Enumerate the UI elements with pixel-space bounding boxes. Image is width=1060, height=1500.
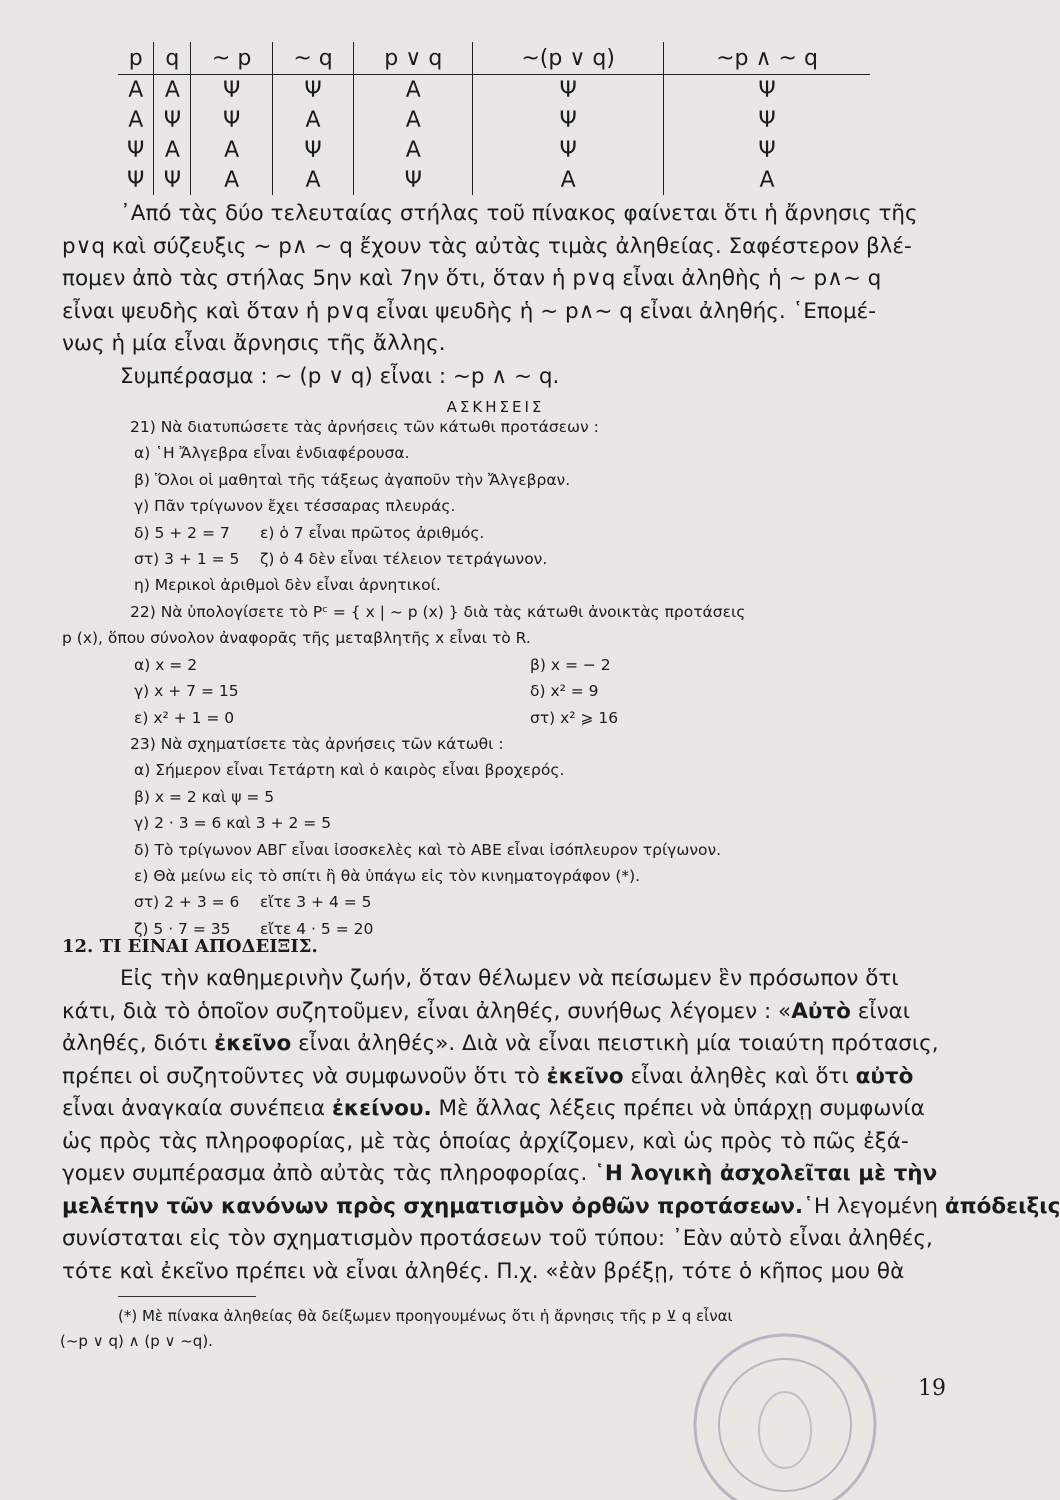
exercise-item-row: [130, 520, 930, 546]
header-cell: ~(p ∨ q): [473, 42, 664, 75]
table-cell: Α: [191, 165, 272, 195]
table-cell: Ψ: [127, 137, 145, 163]
exercise-item: δ) Τὸ τρίγωνον ΑΒΓ εἶναι ἰσοσκελὲς καὶ τὸ ΑΒΕ εἶναι ἰσόπλευρον τρίγωνον.: [134, 840, 722, 859]
exercise-item: η) Μερικοὶ ἀριθμοὶ δὲν εἶναι ἀρνητικοί.: [134, 576, 441, 595]
exercise-head-cont: p (x), ὅπου σύνολον ἀναφορᾶς τῆς μεταβλητῆς x εἶναι τὸ R.: [62, 629, 531, 648]
exercise-22: [62, 599, 930, 731]
text-line: εἶναι ἀναγκαία συνέπεια ἐκείνου. Μὲ ἄλλας λέξεις πρέπει νὰ ὑπάρχῃ συμφωνία: [62, 1096, 925, 1121]
library-stamp-icon: [670, 1330, 900, 1490]
table-cell: Ψ: [664, 105, 870, 135]
text-line: Εἰς τὴν καθημερινὴν ζωήν, ὅταν θέλωμεν νὰ πείσωμεν ἓν πρόσωπον ὅτι: [120, 966, 899, 991]
section-title: 12. ΤΙ ΕΙΝΑΙ ΑΠΟΔΕΙΞΙΣ.: [62, 936, 318, 957]
exercises-heading: ΑΣΚΗΣΕΙΣ: [446, 398, 545, 416]
table-cell: Ψ: [354, 165, 473, 195]
exercise-item: β) x = − 2: [530, 655, 611, 674]
exercise-item: γ) x + 7 = 15: [134, 682, 239, 701]
table-cell: Α: [191, 135, 272, 165]
bold-term: αὐτὸ: [855, 1063, 914, 1089]
page-number: 19: [918, 1376, 946, 1401]
text-line: πρέπει οἱ συζητοῦντες νὰ συμφωνοῦν ὅτι τὸ ἐκεῖνο εἶναι ἀληθὲς καὶ ὅτι αὐτὸ: [62, 1063, 914, 1089]
truth-table: [118, 42, 870, 195]
table-cell: Α: [128, 107, 144, 133]
exercise-item: γ) Πᾶν τρίγωνον ἔχει τέσσαρας πλευράς.: [134, 497, 456, 516]
text-line: τότε καὶ ἐκεῖνο πρέπει νὰ εἶναι ἀληθές. Π.χ. «ἐὰν βρέξῃ, τότε ὁ κῆπος μου θὰ: [62, 1258, 905, 1284]
table-cell: Ψ: [154, 105, 191, 135]
footnote-line: (~p ∨ q) ∧ (p ∨ ~q).: [60, 1332, 213, 1350]
header-cell: q: [154, 42, 191, 75]
table-cell: Ψ: [272, 135, 353, 165]
table-cell: Ψ: [127, 167, 145, 193]
table-cell: Ψ: [191, 105, 272, 135]
bold-term: ἀπόδειξις: [944, 1193, 1060, 1219]
header-cell: p ∨ q: [354, 42, 473, 75]
header-cell: ~ q: [272, 42, 353, 75]
table-row: [118, 165, 870, 195]
intro-paragraph: [62, 198, 932, 393]
header-cell: ~ p: [191, 42, 272, 75]
table-cell: Α: [272, 165, 353, 195]
bold-phrase: ῾Η λογικὴ ἀσχολεῖται μὲ τὴν: [594, 1161, 938, 1186]
table-cell: Ψ: [272, 75, 353, 106]
text-line: ᾿Από τὰς δύο τελευταίας στήλας τοῦ πίνακος φαίνεται ὅτι ἡ ἄρνησις τῆς: [120, 201, 918, 226]
exercise-item: α) Σήμερον εἶναι Τετάρτη καὶ ὁ καιρὸς εἶναι βροχερός.: [134, 761, 565, 780]
table-cell: Α: [664, 165, 870, 195]
text-line: p∨q καὶ σύζευξις ~ p∧ ~ q ἔχουν τὰς αὐτὰς τιμὰς ἀληθείας. Σαφέστερον βλέ-: [62, 233, 912, 259]
section-12-paragraph: [62, 963, 1060, 1288]
exercise-21: [130, 414, 930, 599]
exercise-item: α) x = 2: [134, 655, 198, 674]
footnote-rule: [118, 1296, 256, 1297]
exercise-item: ε) Θὰ μείνω εἰς τὸ σπίτι ἢ θὰ ὑπάγω εἰς τὸν κινηματογράφον (*).: [134, 866, 641, 885]
table-cell: Α: [354, 135, 473, 165]
exercise-item: β) Ὅλοι οἱ μαθηταὶ τῆς τάξεως ἀγαποῦν τὴν Ἄλγεβραν.: [134, 470, 571, 489]
bold-phrase: μελέτην τῶν κανόνων πρὸς σχηματισμὸν ὀρθῶν προτάσεων.: [62, 1193, 804, 1219]
exercise-item: ζ) 5 · 7 = 35: [134, 919, 231, 938]
table-cell: Α: [354, 105, 473, 135]
text-line: ἀληθές, διότι ἐκεῖνο εἶναι ἀληθές». Διὰ νὰ εἶναι πειστικὴ μία τοιαύτη πρότασις,: [62, 1031, 939, 1056]
exercise-item: στ) 3 + 1 = 5: [134, 549, 240, 568]
exercise-item-row: [130, 652, 930, 678]
exercise-item: ε) ὁ 7 εἶναι πρῶτος ἀριθμός.: [260, 523, 485, 542]
header-cell: ~p ∧ ~ q: [664, 42, 870, 75]
bold-term: ἐκεῖνο: [546, 1063, 624, 1089]
table-cell: Α: [154, 75, 191, 106]
exercise-item-row: [130, 546, 930, 572]
table-cell: Ψ: [191, 75, 272, 106]
exercise-item-row: [130, 678, 930, 704]
table-cell: Α: [128, 77, 144, 103]
text-line: συνίσταται εἰς τὸν σχηματισμὸν προτάσεων τοῦ τύπου: ᾿Εὰν αὐτὸ εἶναι ἀληθές,: [62, 1226, 933, 1251]
table-cell: Ψ: [473, 105, 664, 135]
table-cell: Α: [272, 105, 353, 135]
exercise-item: στ) x² ⩾ 16: [530, 708, 619, 727]
table-row: [118, 75, 870, 106]
table-cell: Ψ: [473, 135, 664, 165]
exercise-head: 23) Νὰ σχηματίσετε τὰς ἀρνήσεις τῶν κάτωθι :: [130, 735, 504, 753]
bold-term: ἐκεῖνο: [214, 1031, 292, 1056]
text-line: πομεν ἀπὸ τὰς στήλας 5ην καὶ 7ην ὅτι, ὅταν ἡ p∨q εἶναι ἀληθὴς ἡ ~ p∧~ q: [62, 266, 882, 291]
header-cell: p: [118, 42, 154, 75]
text-line: κάτι, διὰ τὸ ὁποῖον συζητοῦμεν, εἶναι ἀληθές, συνήθως λέγομεν : «Αὐτὸ εἶναι: [62, 998, 911, 1024]
truth-table-header: [118, 42, 870, 75]
table-cell: Α: [473, 165, 664, 195]
table-cell: Ψ: [154, 165, 191, 195]
conclusion-line: Συμπέρασμα : ~ (p ∨ q) εἶναι : ~p ∧ ~ q.: [120, 363, 560, 389]
exercise-item-row: [130, 889, 930, 915]
text-line: ὡς πρὸς τὰς πληροφορίας, μὲ τὰς ὁποίας ἀρχίζομεν, καὶ ὡς πρὸς τὸ πῶς ἐξά-: [62, 1128, 909, 1154]
exercise-item-row: [130, 705, 930, 731]
exercise-23: [130, 731, 930, 942]
exercise-head: 22) Νὰ ὑπολογίσετε τὸ Pᶜ = { x | ~ p (x) } διὰ τὰς κάτωθι ἀνοικτὰς προτάσεις: [130, 603, 746, 621]
text-line: εἶναι ψευδὴς καὶ ὅταν ἡ p∨q εἶναι ψευδὴς ἡ ~ p∧~ q εἶναι ἀληθής. ῾Επομέ-: [62, 298, 877, 324]
table-cell: Ψ: [664, 135, 870, 165]
bold-term: ἐκείνου.: [331, 1096, 432, 1121]
table-row: [118, 105, 870, 135]
exercise-item: β) x = 2 καὶ ψ = 5: [134, 787, 275, 806]
text-line: γομεν συμπέρασμα ἀπὸ αὐτὰς τὰς πληροφορίας. ῾Η λογικὴ ἀσχολεῖται μὲ τὴν: [62, 1161, 938, 1186]
bold-term: Αὐτὸ: [791, 998, 851, 1024]
table-cell: Ψ: [473, 75, 664, 106]
exercise-item: στ) 2 + 3 = 6: [134, 893, 240, 912]
exercise-item: εἴτε 3 + 4 = 5: [260, 893, 372, 912]
table-row: [118, 135, 870, 165]
exercise-head: 21) Νὰ διατυπώσετε τὰς ἀρνήσεις τῶν κάτωθι προτάσεων :: [130, 418, 599, 436]
exercise-item: εἴτε 4 · 5 = 20: [260, 919, 374, 938]
exercise-item: γ) 2 · 3 = 6 καὶ 3 + 2 = 5: [134, 814, 332, 833]
exercise-item: δ) x² = 9: [530, 682, 599, 701]
exercise-item: δ) 5 + 2 = 7: [134, 523, 230, 542]
footnote-line: (*) Μὲ πίνακα ἀληθείας θὰ δείξωμεν προηγουμένως ὅτι ἡ ἄρνησις τῆς p ⊻ q εἶναι: [118, 1307, 733, 1325]
exercise-item: ε) x² + 1 = 0: [134, 708, 235, 727]
table-cell: Α: [354, 75, 473, 106]
exercise-item: α) ῾Η Ἄλγεβρα εἶναι ἐνδιαφέρουσα.: [134, 444, 410, 463]
text-line: νως ἡ μία εἶναι ἄρνησις τῆς ἄλλης.: [62, 331, 446, 356]
table-cell: Ψ: [664, 75, 870, 106]
exercise-item: ζ) ὁ 4 δὲν εἶναι τέλειον τετράγωνον.: [260, 549, 548, 568]
table-cell: Α: [154, 135, 191, 165]
text-line: μελέτην τῶν κανόνων πρὸς σχηματισμὸν ὀρθῶν προτάσεων.῾Η λεγομένη ἀπόδειξις: [62, 1193, 1060, 1219]
